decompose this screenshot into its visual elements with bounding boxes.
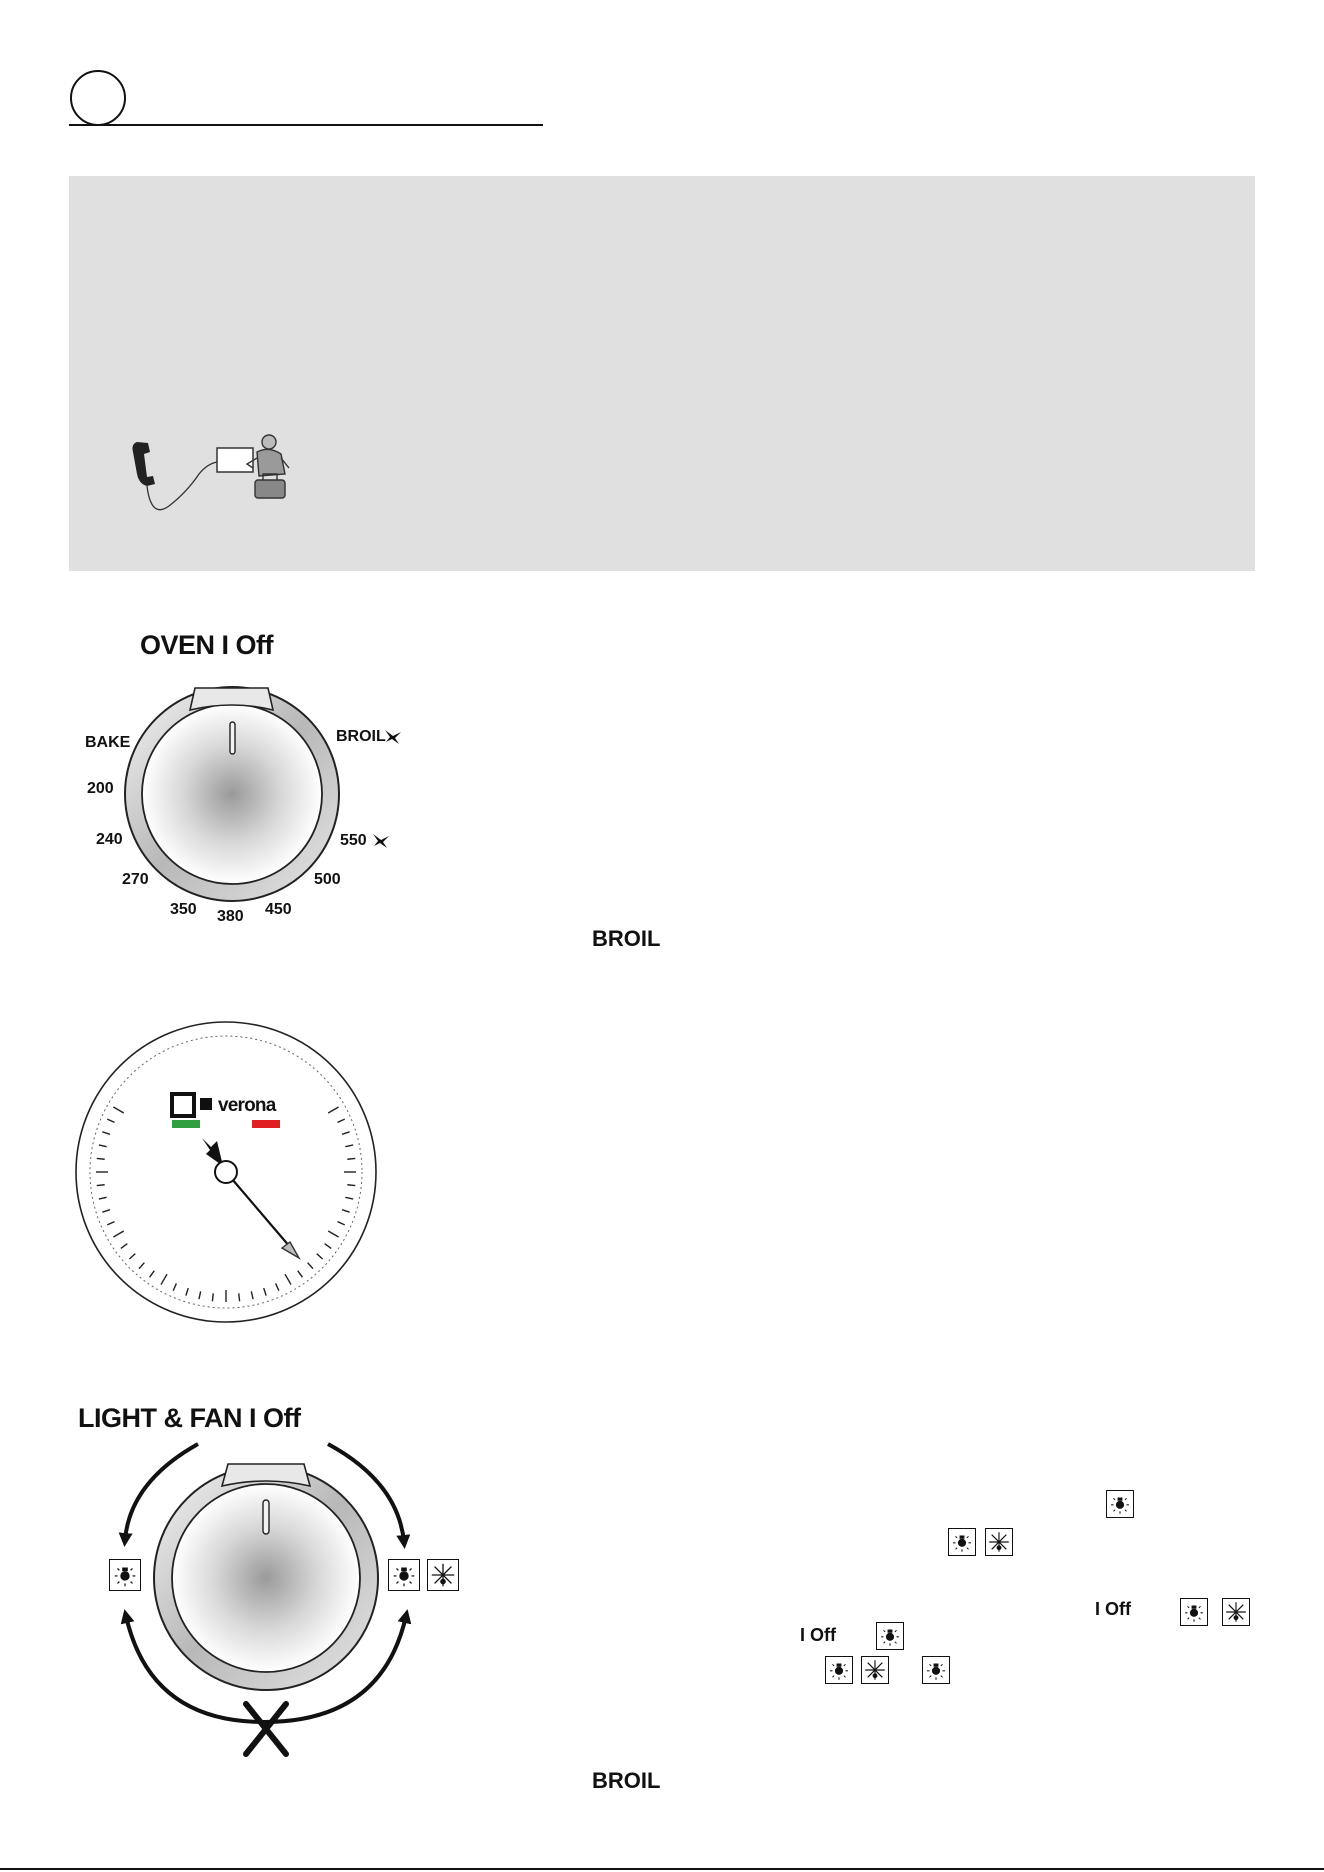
light-fan-dial-title: LIGHT & FAN I Off [78, 1403, 301, 1433]
scale-380: 380 [217, 908, 244, 925]
phone-icon [133, 442, 156, 486]
fan-icon [985, 1528, 1013, 1556]
timer-green-bar [172, 1120, 200, 1128]
page-bottom-rule [0, 1868, 1324, 1870]
scale-bake: BAKE [85, 734, 131, 751]
light-fan-selector-dial [100, 1432, 480, 1762]
oven-broil-word: BROIL [592, 926, 661, 951]
light-fan-broil-word: BROIL [592, 1768, 661, 1793]
timer-tick [97, 1185, 105, 1186]
oven-light-icon [109, 1559, 141, 1591]
service-call-illustration [129, 434, 369, 544]
scale-500: 500 [314, 871, 341, 888]
oven-knob[interactable] [125, 687, 339, 901]
verona-logo [172, 1094, 277, 1116]
scale-550: 550 [340, 832, 367, 849]
broil-star-icon [384, 729, 402, 745]
timer-red-bar [252, 1120, 280, 1128]
oven-light-icon [1106, 1490, 1134, 1518]
timer-tick [239, 1293, 240, 1301]
timer-dial[interactable] [74, 1020, 379, 1325]
notice-box [69, 176, 1255, 571]
oven-light-icon [1180, 1598, 1208, 1626]
oven-light-icon [388, 1559, 420, 1591]
timer-tick [212, 1293, 213, 1301]
oven-light-icon [948, 1528, 976, 1556]
oven-dial-title: OVEN I Off [140, 630, 274, 660]
forbidden-x-icon [246, 1704, 286, 1754]
scale-broil: BROIL [336, 728, 386, 745]
timer-tick [347, 1185, 355, 1186]
oven-light-icon [825, 1656, 853, 1684]
oven-light-icon [876, 1622, 904, 1650]
fan-icon [1222, 1598, 1250, 1626]
ioff-label-1: I Off [1095, 1599, 1131, 1619]
timer-tick [97, 1158, 105, 1159]
ioff-label-2: I Off [800, 1625, 836, 1645]
scale-240: 240 [96, 831, 123, 848]
section-badge [70, 70, 126, 126]
scale-200: 200 [87, 780, 114, 797]
timer-tick [347, 1158, 355, 1159]
broil-star-icon [372, 833, 390, 849]
light-fan-knob[interactable] [154, 1464, 378, 1690]
scale-270: 270 [122, 871, 149, 888]
oven-light-icon [922, 1656, 950, 1684]
oven-selector-dial [90, 680, 420, 940]
fan-icon [427, 1559, 459, 1591]
scale-350: 350 [170, 901, 197, 918]
scale-450: 450 [265, 901, 292, 918]
section-title-rule [69, 124, 543, 126]
brand-name: verona [218, 1095, 276, 1116]
fan-icon [861, 1656, 889, 1684]
